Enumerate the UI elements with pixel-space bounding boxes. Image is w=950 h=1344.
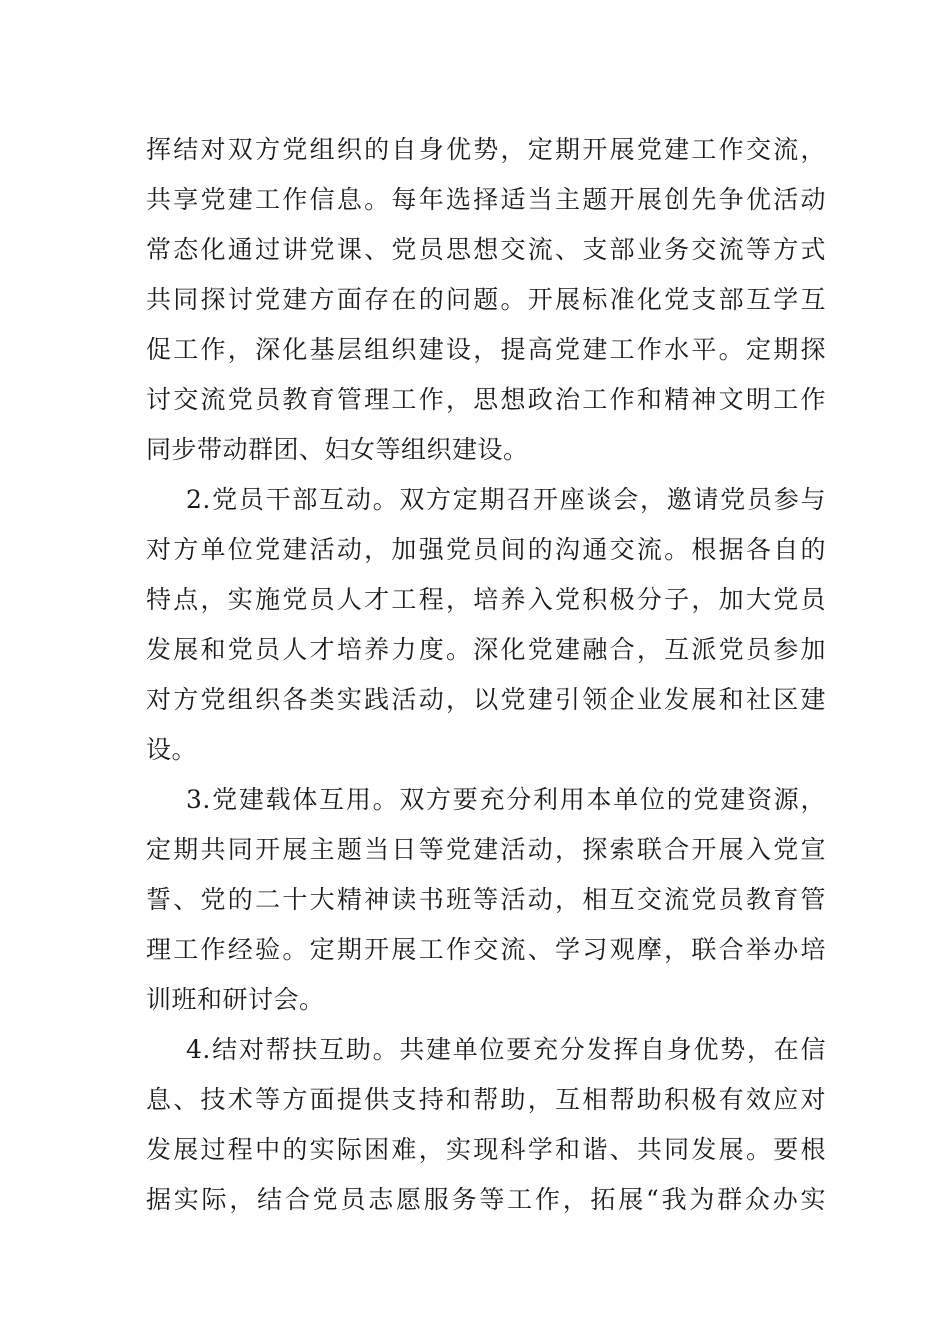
paragraph-2-line-3: 特点，实施党员人才工程，培养入党积极分子，加大党员 [146, 585, 826, 614]
paragraph-4-line-4: 据实际，结合党员志愿服务等工作，拓展“我为群众办实 [146, 1185, 826, 1214]
paragraph-2-line-4: 发展和党员人才培养力度。深化党建融合，互派党员参加 [146, 635, 826, 664]
paragraph-1-line-4: 共同探讨党建方面存在的问题。开展标准化党支部互学互 [146, 285, 826, 314]
paragraph-4-line-1: 4.结对帮扶互助。共建单位要充分发挥自身优势，在信 [186, 1035, 826, 1064]
paragraph-1-line-7: 同步带动群团、妇女等组织建设。 [146, 435, 529, 464]
paragraph-2-line-2: 对方单位党建活动，加强党员间的沟通交流。根据各自的 [146, 535, 826, 564]
paragraph-1-line-3: 常态化通过讲党课、党员思想交流、支部业务交流等方式 [146, 235, 826, 264]
paragraph-3-line-1: 3.党建载体互用。双方要充分利用本单位的党建资源， [186, 785, 826, 814]
paragraph-4-line-3: 发展过程中的实际困难，实现科学和谐、共同发展。要根 [146, 1135, 826, 1164]
paragraph-3-line-5: 训班和研讨会。 [146, 985, 325, 1014]
paragraph-3-line-2: 定期共同开展主题当日等党建活动，探索联合开展入党宣 [146, 835, 826, 864]
paragraph-2-line-5: 对方党组织各类实践活动，以党建引领企业发展和社区建 [146, 685, 826, 714]
paragraph-2-line-6: 设。 [146, 735, 198, 764]
paragraph-1-line-1: 挥结对双方党组织的自身优势，定期开展党建工作交流， [146, 135, 826, 164]
paragraph-1-line-2: 共享党建工作信息。每年选择适当主题开展创先争优活动 [146, 185, 826, 214]
paragraph-2-line-1: 2.党员干部互动。双方定期召开座谈会，邀请党员参与 [186, 485, 826, 514]
paragraph-1-line-6: 讨交流党员教育管理工作，思想政治工作和精神文明工作 [146, 385, 826, 414]
paragraph-4-line-2: 息、技术等方面提供支持和帮助，互相帮助积极有效应对 [146, 1085, 826, 1114]
paragraph-1-line-5: 促工作，深化基层组织建设，提高党建工作水平。定期探 [146, 335, 826, 364]
paragraph-3-line-4: 理工作经验。定期开展工作交流、学习观摩，联合举办培 [146, 935, 826, 964]
paragraph-3-line-3: 誓、党的二十大精神读书班等活动，相互交流党员教育管 [146, 885, 826, 914]
